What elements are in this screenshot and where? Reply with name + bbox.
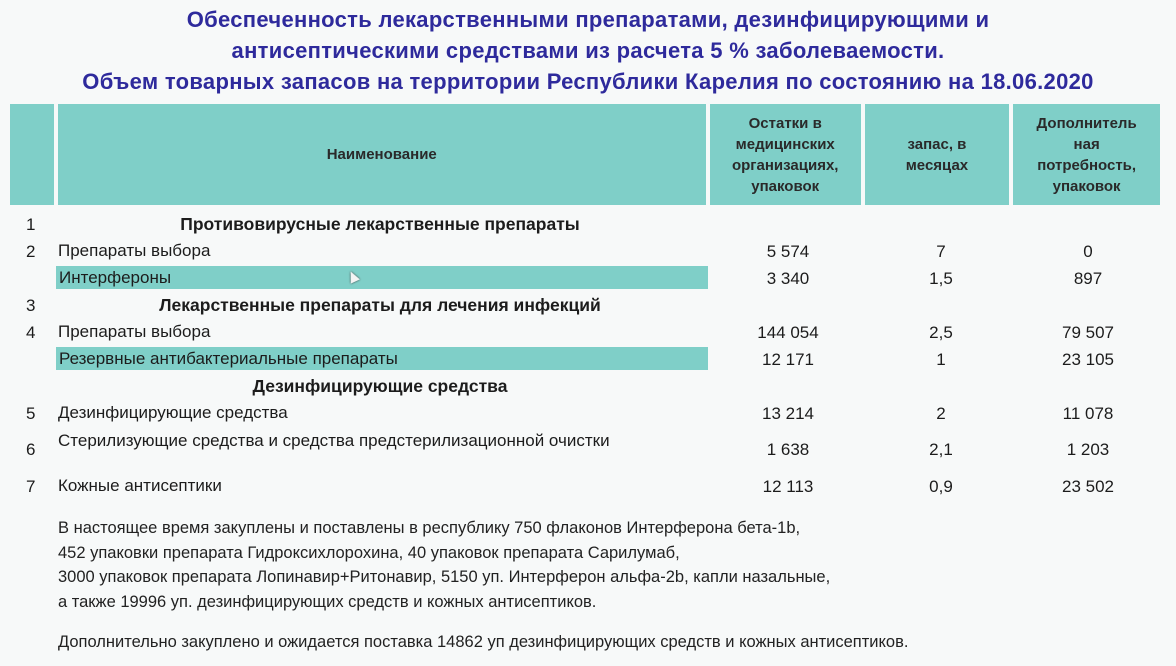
row-number: 6 <box>26 440 36 459</box>
slide-title <box>0 4 1176 97</box>
header-number <box>10 104 54 205</box>
table-row <box>0 265 1176 292</box>
row-section-title: Противовирусные лекарственные препараты <box>180 214 580 234</box>
table-row <box>0 238 1176 265</box>
row-name: Дезинфицирующие средства <box>58 403 288 422</box>
table-header <box>10 104 1160 205</box>
row-months: 1,5 <box>929 269 953 288</box>
notes-block <box>58 516 908 655</box>
table-row <box>0 373 1176 400</box>
row-need: 79 507 <box>1062 323 1114 342</box>
row-need: 23 502 <box>1062 477 1114 496</box>
row-section-title: Лекарственные препараты для лечения инфекций <box>159 295 601 315</box>
row-stock: 5 574 <box>766 242 810 261</box>
row-need: 0 <box>1083 242 1093 261</box>
row-name: Препараты выбора <box>58 241 211 260</box>
row-need: 11 078 <box>1062 404 1114 423</box>
row-stock: 144 054 <box>757 323 819 342</box>
row-months: 2,1 <box>929 440 953 459</box>
header-months <box>865 104 1010 205</box>
table-body <box>0 211 1176 500</box>
row-stock: 3 340 <box>766 269 810 288</box>
row-section-title: Дезинфицирующие средства <box>252 376 508 396</box>
header-need-label: Дополнитель ная потребность, упаковок <box>1036 114 1137 195</box>
note-line-3: 3000 упаковок препарата Лопинавир+Ритонавир, 5150 уп. Интерферон альфа-2b, капли назальные, <box>58 568 831 586</box>
header-name: Наименование <box>58 104 706 205</box>
row-months: 2,5 <box>929 323 953 342</box>
title-line-3: Объем товарных запасов на территории Республики Карелия по состоянию на 18.06.2020 <box>82 69 1094 94</box>
row-stock: 1 638 <box>766 440 810 459</box>
row-need: 23 105 <box>1062 350 1114 369</box>
row-months: 7 <box>936 242 946 261</box>
table-row <box>0 400 1176 427</box>
title-line-1: Обеспеченность лекарственными препаратами, дезинфицирующими и <box>186 7 990 32</box>
row-name: Стерилизующие средства и средства предстерилизационной очистки <box>58 431 610 450</box>
header-stock-label: Остатки в медицинских организациях, упаковок <box>731 114 839 195</box>
table-row <box>0 346 1176 373</box>
note-extra: Дополнительно закуплено и ожидается поставка 14862 уп дезинфицирующих средств и кожных антисептиков. <box>58 633 909 651</box>
row-stock: 13 214 <box>762 404 814 423</box>
row-number: 4 <box>26 323 36 342</box>
row-number: 7 <box>26 477 36 496</box>
note-line-4: а также 19996 уп. дезинфицирующих средств и кожных антисептиков. <box>58 592 597 611</box>
row-months: 0,9 <box>929 477 953 496</box>
title-line-2: антисептическими средствами из расчета 5 % заболеваемости. <box>231 38 945 63</box>
header-months-label: запас, в месяцах <box>905 135 969 174</box>
header-need <box>1013 104 1160 205</box>
row-number: 3 <box>26 296 36 315</box>
row-number: 1 <box>26 215 36 234</box>
row-stock: 12 171 <box>762 350 814 369</box>
note-line-1: В настоящее время закуплены и поставлены в республику 750 флаконов Интерферона бета-1b, <box>58 519 801 537</box>
row-name: Кожные антисептики <box>58 476 222 495</box>
row-months: 2 <box>936 404 946 423</box>
row-number: 2 <box>26 242 36 261</box>
row-name-highlighted: Интерфероны <box>56 266 708 289</box>
row-number: 5 <box>26 404 36 423</box>
table-row <box>0 211 1176 238</box>
row-months: 1 <box>936 350 946 369</box>
note-line-2: 452 упаковки препарата Гидроксихлорохина, 40 упаковок препарата Сарилумаб, <box>58 543 680 562</box>
row-need: 897 <box>1073 269 1103 288</box>
table-row <box>0 319 1176 346</box>
table-row <box>0 427 1176 473</box>
header-stock <box>710 104 861 205</box>
row-need: 1 203 <box>1066 440 1110 459</box>
row-name-highlighted: Резервные антибактериальные препараты <box>56 347 708 370</box>
row-name: Препараты выбора <box>58 322 211 341</box>
table-row <box>0 292 1176 319</box>
table-row <box>0 473 1176 500</box>
row-stock: 12 113 <box>762 477 814 496</box>
